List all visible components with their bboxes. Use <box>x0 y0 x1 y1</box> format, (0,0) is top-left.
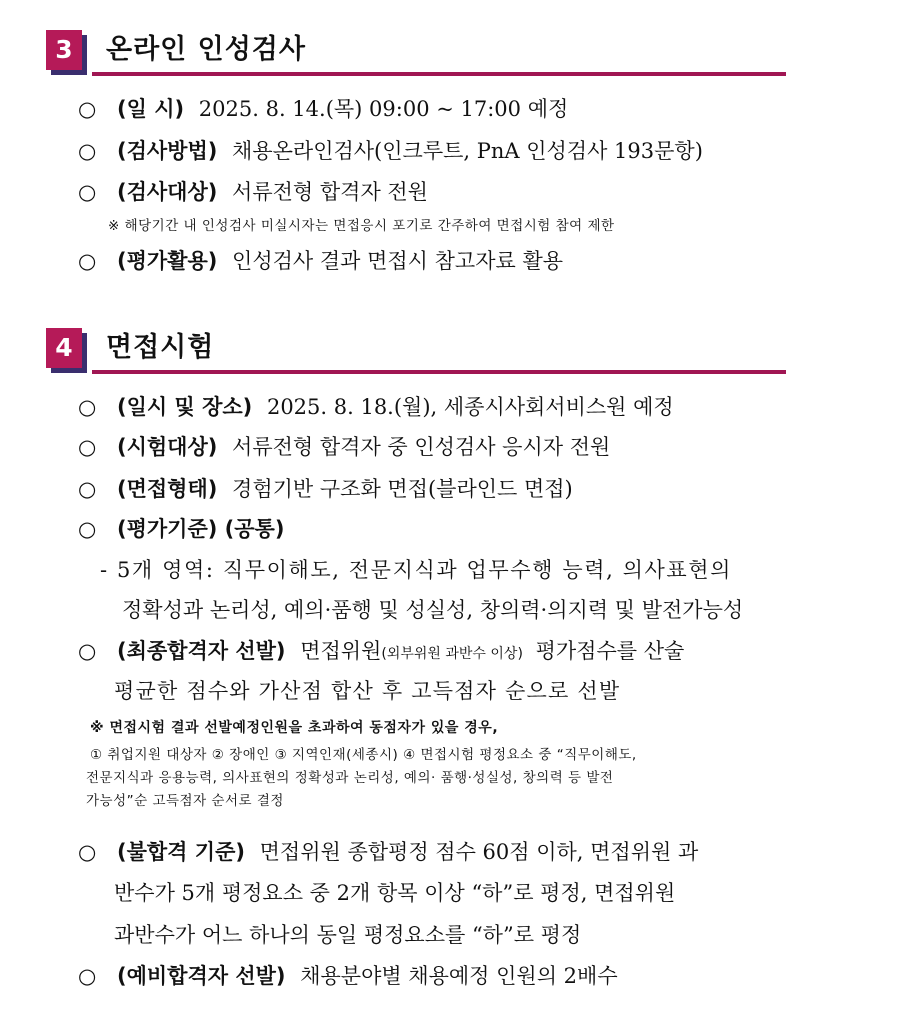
bullet: ○ <box>78 964 97 988</box>
item-label: (평가활용) <box>117 249 218 273</box>
bullet: ○ <box>78 840 97 864</box>
s3-item-use <box>78 247 563 275</box>
section-4-title: 면접시험 <box>106 332 215 363</box>
s4-tie-line2: 전문지식과 응용능력, 의사표현의 정확성과 논리성, 예의· 품행·성실성, 창의력 등 발전 <box>86 770 614 786</box>
item-label: (일 시) <box>117 97 185 121</box>
section-3-number: 3 <box>46 30 82 70</box>
bullet: ○ <box>78 97 97 121</box>
item-text: 인성검사 결과 면접시 참고자료 활용 <box>232 249 564 273</box>
item-text: 2025. 8. 14.(목) 09:00 ~ 17:00 예정 <box>198 97 569 121</box>
item-text: 서류전형 합격자 전원 <box>232 180 428 204</box>
item-label: (예비합격자 선발) <box>117 964 286 988</box>
s4-tie-line1: ① 취업지원 대상자 ② 장애인 ③ 지역인재(세종시) ④ 면접시험 평정요소 중 “직무이해도, <box>90 747 637 763</box>
bullet: ○ <box>78 435 97 459</box>
item-label: (불합격 기준) <box>117 840 245 864</box>
s4-fail-line2: 반수가 5개 평정요소 중 2개 항목 이상 “하”로 평정, 면접위원 <box>114 881 676 905</box>
item-label: (검사방법) <box>117 139 218 163</box>
item-text: 채용분야별 채용예정 인원의 2배수 <box>300 964 618 988</box>
bullet: ○ <box>78 180 97 204</box>
bullet: ○ <box>78 517 97 541</box>
item-label: (면접형태) <box>117 477 218 501</box>
s3-item-method <box>78 137 703 165</box>
item-text: 평가점수를 산술 <box>535 639 685 663</box>
s3-note: ※ 해당기간 내 인성검사 미실시자는 면접응시 포기로 간주하여 면접시험 참여 제한 <box>108 218 615 234</box>
s3-item-target <box>78 178 428 206</box>
s4-tie-heading: ※ 면접시험 결과 선발예정인원을 초과하여 동점자가 있을 경우, <box>90 720 499 736</box>
s4-item-criteria <box>78 515 284 543</box>
item-label: (시험대상) <box>117 435 218 459</box>
item-text: 면접위원 <box>300 639 382 663</box>
item-text: 채용온라인검사(인크루트, PnA 인성검사 193문항) <box>232 139 703 163</box>
s4-criteria-line1: - 5개 영역: 직무이해도, 전문지식과 업무수행 능력, 의사표현의 <box>100 558 733 582</box>
bullet: ○ <box>78 395 97 419</box>
s4-criteria-line2: 정확성과 논리성, 예의·품행 및 성실성, 창의력·의지력 및 발전가능성 <box>122 598 744 622</box>
s4-item-target <box>78 433 610 461</box>
item-label: (검사대상) <box>117 180 218 204</box>
s4-final-line2: 평균한 점수와 가산점 합산 후 고득점자 순으로 선발 <box>114 679 621 703</box>
s4-reserve-selection <box>78 962 618 990</box>
s4-final-selection <box>78 637 684 668</box>
section-3-header <box>46 30 786 74</box>
section-4-header <box>46 328 786 372</box>
item-text-small: (외부위원 과반수 이상) <box>381 646 523 662</box>
item-label: (일시 및 장소) <box>117 395 253 419</box>
section-3-rule <box>92 72 786 76</box>
item-label: (평가기준) (공통) <box>117 517 285 541</box>
bullet: ○ <box>78 249 97 273</box>
item-text: 서류전형 합격자 중 인성검사 응시자 전원 <box>232 435 611 459</box>
s4-item-date-place <box>78 393 674 421</box>
s4-item-format <box>78 475 573 503</box>
bullet: ○ <box>78 139 97 163</box>
section-3-title: 온라인 인성검사 <box>106 34 306 65</box>
bullet: ○ <box>78 639 97 663</box>
section-4-number: 4 <box>46 328 82 368</box>
section-4-rule <box>92 370 786 374</box>
s4-tie-line3: 가능성”순 고득점자 순서로 결정 <box>86 793 284 809</box>
item-text: 면접위원 종합평정 점수 60점 이하, 면접위원 과 <box>259 840 699 864</box>
item-text: 경험기반 구조화 면접(블라인드 면접) <box>232 477 573 501</box>
s4-fail-criteria <box>78 838 698 866</box>
item-label: (최종합격자 선발) <box>117 639 286 663</box>
bullet: ○ <box>78 477 97 501</box>
s4-fail-line3: 과반수가 어느 하나의 동일 평정요소를 “하”로 평정 <box>114 923 582 947</box>
item-text: 2025. 8. 18.(월), 세종시사회서비스원 예정 <box>266 395 674 419</box>
s3-item-date <box>78 95 568 123</box>
